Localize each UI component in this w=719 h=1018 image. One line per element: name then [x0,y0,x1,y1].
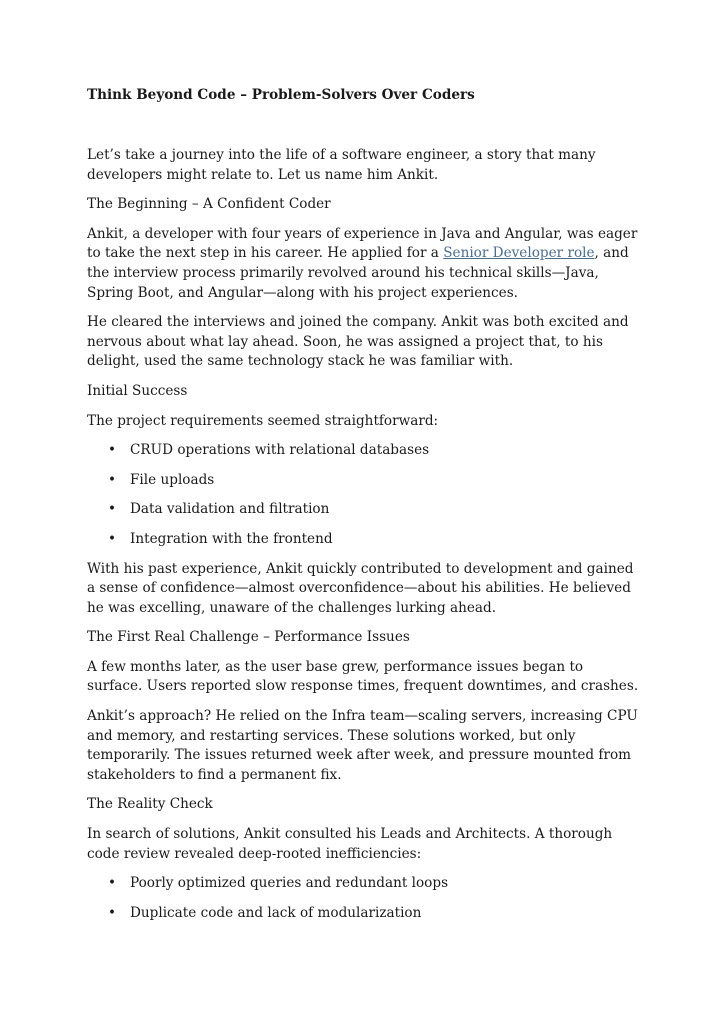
bullet-icon: • [108,530,117,547]
list-item-text: Integration with the frontend [130,530,333,547]
bullet-icon: • [108,471,117,488]
challenge-paragraph-1: A few months later, as the user base grew, performance issues began to surface. Users reported slow response times, frequent downtimes, and crashes. [87,658,639,695]
senior-developer-role-link[interactable]: Senior Developer role [443,245,595,262]
list-item [87,500,639,520]
section-heading-reality-check: The Reality Check [87,796,213,813]
inefficiencies-list [87,874,639,923]
list-item-text: File uploads [130,471,215,488]
beginning-paragraph-1 [87,225,639,303]
list-item-text: Data validation and filtration [130,501,330,518]
list-item-text: Poorly optimized queries and redundant loops [130,875,449,892]
document-title: Think Beyond Code – Problem-Solvers Over Coders [87,87,475,103]
list-item-text: CRUD operations with relational databases [130,442,430,459]
intro-paragraph: Let’s take a journey into the life of a software engineer, a story that many developers might relate to. Let us name him Ankit. [87,147,596,183]
challenge-paragraph-2: Ankit’s approach? He relied on the Infra team—scaling servers, increasing CPU and memory, and restarting services. These solutions worked, but only temporarily. The issues returned week after week, and pressure mounted from stakeholders to find a permanent fix. [87,708,638,783]
list-item [87,874,639,894]
beginning-text-before-link: Ankit, a developer with four years of experience in Java and Angular, was eager to take the next step in his career. He applied for a [87,225,638,262]
list-item [87,441,639,461]
list-item [87,530,639,550]
section-heading-first-challenge: The First Real Challenge – Performance Issues [87,629,410,646]
section-heading-beginning: The Beginning – A Confident Coder [87,196,331,213]
list-item [87,904,639,924]
bullet-icon: • [108,904,117,921]
bullet-icon: • [108,875,117,892]
bullet-icon: • [108,442,117,459]
bullet-icon: • [108,501,117,518]
section-heading-initial-success: Initial Success [87,382,188,399]
beginning-text-after-link: , and the interview process primarily revolved around his technical skills—Java, Spring Boot, and Angular—along with his project experiences. [87,245,629,301]
reality-paragraph: In search of solutions, Ankit consulted his Leads and Architects. A thorough code review revealed deep-rooted inefficiencies: [87,826,613,862]
beginning-paragraph-2: He cleared the interviews and joined the company. Ankit was both excited and nervous about what lay ahead. Soon, he was assigned a project that, to his delight, used the same technology stack he was familiar with. [87,314,629,370]
success-intro-paragraph: The project requirements seemed straightforward: [87,412,439,429]
requirements-list [87,441,639,549]
list-item-text: Duplicate code and lack of modularization [130,904,422,921]
success-paragraph: With his past experience, Ankit quickly contributed to development and gained a sense of confidence—almost overconfidence—about his abilities. He believed he was excelling, unaware of the challenges lurking ahead. [87,560,634,616]
list-item [87,471,639,491]
